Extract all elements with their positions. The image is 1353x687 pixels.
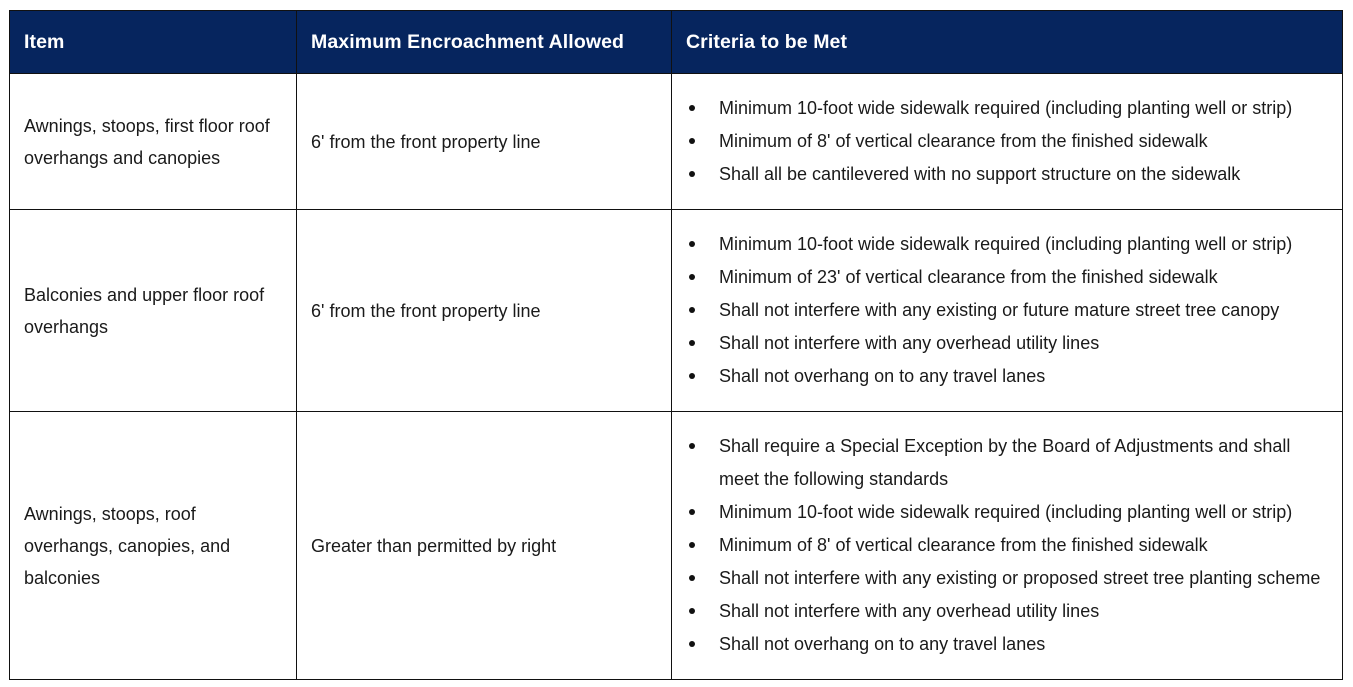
max-encroachment-cell: 6' from the front property line xyxy=(297,74,672,210)
criteria-list xyxy=(686,92,1328,191)
bullet-icon xyxy=(689,575,695,581)
criteria-cell xyxy=(672,74,1343,210)
criteria-item: Shall not interfere with any overhead utility lines xyxy=(686,595,1328,628)
criteria-item: Shall all be cantilevered with no support structure on the sidewalk xyxy=(686,158,1328,191)
header-row xyxy=(10,11,1343,74)
table-row xyxy=(10,210,1343,412)
item-cell: Awnings, stoops, first floor roof overhangs and canopies xyxy=(10,74,297,210)
table-row xyxy=(10,412,1343,680)
criteria-list xyxy=(686,430,1328,661)
criteria-item: Shall not interfere with any existing or future mature street tree canopy xyxy=(686,294,1328,327)
bullet-icon xyxy=(689,509,695,515)
criteria-item: Shall not interfere with any existing or proposed street tree planting scheme xyxy=(686,562,1328,595)
bullet-icon xyxy=(689,171,695,177)
bullet-icon xyxy=(689,307,695,313)
criteria-item: Minimum 10-foot wide sidewalk required (including planting well or strip) xyxy=(686,496,1328,529)
max-encroachment-cell: 6' from the front property line xyxy=(297,210,672,412)
criteria-cell xyxy=(672,412,1343,680)
item-cell: Balconies and upper floor roof overhangs xyxy=(10,210,297,412)
criteria-item: Minimum 10-foot wide sidewalk required (including planting well or strip) xyxy=(686,228,1328,261)
bullet-icon xyxy=(689,542,695,548)
bullet-icon xyxy=(689,373,695,379)
bullet-icon xyxy=(689,443,695,449)
header-max-encroachment: Maximum Encroachment Allowed xyxy=(297,11,672,74)
item-cell: Awnings, stoops, roof overhangs, canopies, and balconies xyxy=(10,412,297,680)
criteria-cell xyxy=(672,210,1343,412)
table-row xyxy=(10,74,1343,210)
criteria-item: Shall require a Special Exception by the Board of Adjustments and shall meet the following standards xyxy=(686,430,1328,496)
max-encroachment-cell: Greater than permitted by right xyxy=(297,412,672,680)
criteria-list xyxy=(686,228,1328,393)
criteria-item: Minimum 10-foot wide sidewalk required (including planting well or strip) xyxy=(686,92,1328,125)
bullet-icon xyxy=(689,241,695,247)
header-item: Item xyxy=(10,11,297,74)
criteria-item: Shall not interfere with any overhead utility lines xyxy=(686,327,1328,360)
criteria-item: Shall not overhang on to any travel lanes xyxy=(686,360,1328,393)
bullet-icon xyxy=(689,641,695,647)
bullet-icon xyxy=(689,608,695,614)
bullet-icon xyxy=(689,138,695,144)
criteria-item: Minimum of 8' of vertical clearance from the finished sidewalk xyxy=(686,125,1328,158)
criteria-item: Minimum of 23' of vertical clearance from the finished sidewalk xyxy=(686,261,1328,294)
bullet-icon xyxy=(689,105,695,111)
criteria-item: Minimum of 8' of vertical clearance from the finished sidewalk xyxy=(686,529,1328,562)
criteria-item: Shall not overhang on to any travel lanes xyxy=(686,628,1328,661)
header-criteria: Criteria to be Met xyxy=(672,11,1343,74)
bullet-icon xyxy=(689,274,695,280)
encroachment-table xyxy=(9,10,1343,680)
bullet-icon xyxy=(689,340,695,346)
